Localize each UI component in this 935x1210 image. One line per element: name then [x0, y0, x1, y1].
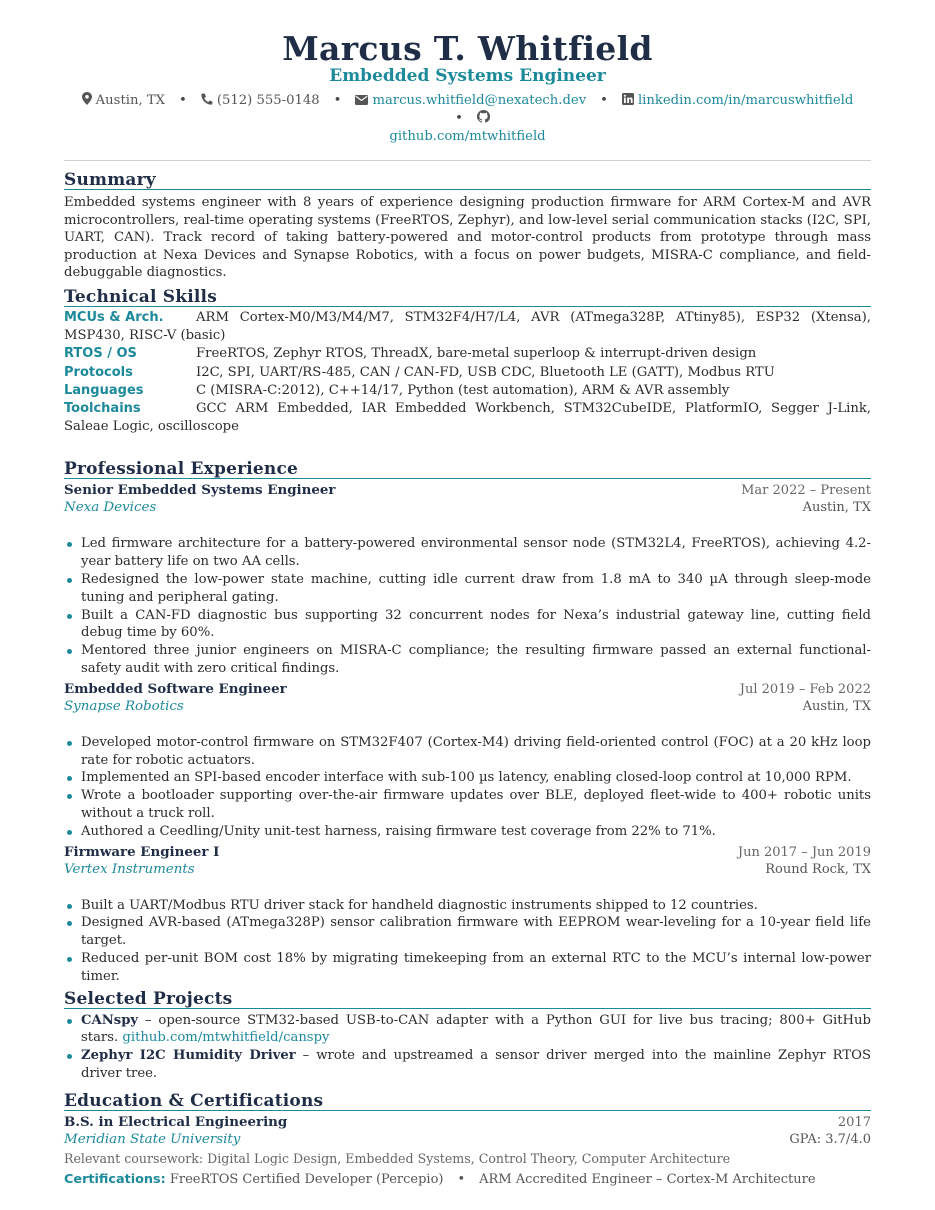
contact-location [82, 92, 165, 110]
map-pin-icon [82, 92, 92, 105]
list-item: Authored a Ceedling/Unity unit-test harness, raising firmware test coverage from 22% to 71%. [64, 823, 871, 841]
phone-icon [201, 93, 213, 105]
summary-text: Embedded systems engineer with 8 years of experience designing production firmware for ARM Cortex-M and AVR microcontrollers, real-time operating systems (FreeRTOS, Zephyr), and low-level serial communication stacks (I2C, SPI, UART, CAN). Track record of taking battery-powered and motor-control products from prototype through mass production at Nexa Devices and Synapse Robotics, with a focus on power budgets, MISRA-C compliance, and field-debuggable diagnostics. [64, 195, 871, 281]
project-desc: – wrote and upstreamed a sensor driver merged into the mainline Zephyr RTOS driver tree. [81, 1048, 871, 1081]
job-dates: Jul 2019 – Feb 2022 [739, 681, 871, 697]
project-name: CANspy [81, 1012, 139, 1028]
skill-row [64, 309, 871, 345]
job-title: Firmware Engineer I [64, 843, 220, 860]
job-entry [64, 844, 871, 986]
job-bullets [64, 535, 871, 677]
list-item: Built a CAN-FD diagnostic bus supporting 32 concurrent nodes for Nexa’s industrial gateway line, cutting field debug time by 60%. [64, 607, 871, 643]
separator-dot: • [333, 93, 342, 108]
list-item: Redesigned the low-power state machine, cutting idle current draw from 1.8 mA to 340 µA through sleep-mode tuning and peripheral gating. [64, 571, 871, 607]
linkedin-link[interactable]: linkedin.com/in/marcuswhitfield [637, 93, 854, 108]
contact-phone [201, 92, 320, 110]
certification-item: ARM Accredited Engineer – Cortex-M Architecture [479, 1171, 816, 1187]
resume-page [64, 30, 871, 1189]
job-title: Embedded Software Engineer [64, 680, 287, 697]
project-link[interactable]: github.com/mtwhitfield/canspy [122, 1030, 330, 1046]
list-item: Wrote a bootloader supporting over-the-air firmware updates over BLE, deployed fleet-wide to 400+ robotic units without a truck roll. [64, 787, 871, 823]
github-icon [477, 110, 490, 123]
separator-dot: • [457, 1171, 466, 1187]
separator-dot: • [600, 93, 608, 108]
linkedin-icon [622, 93, 634, 105]
skill-label: Toolchains [64, 400, 141, 416]
skill-label: Protocols [64, 364, 133, 380]
job-title: Senior Embedded Systems Engineer [64, 482, 336, 499]
school-name: Meridian State University [64, 1131, 241, 1147]
skills-list [64, 309, 871, 436]
skill-value: GCC ARM Embedded, IAR Embedded Workbench, STM32CubeIDE, PlatformIO, Segger J-Link, Saleae Logic, oscilloscope [64, 400, 871, 435]
list-item: Led firmware architecture for a battery-powered environmental sensor node (STM32L4, FreeRTOS), achieving 4.2-year battery life on two AA cells. [64, 535, 871, 571]
separator-dot: • [455, 111, 463, 126]
section-heading-projects: Selected Projects [64, 988, 871, 1009]
contact-email[interactable] [355, 92, 586, 110]
project-item [64, 1047, 871, 1083]
skill-label: Languages [64, 382, 144, 398]
project-list [64, 1012, 871, 1083]
phone-text: (512) 555-0148 [216, 93, 320, 108]
certifications-row [64, 1171, 871, 1189]
project-name: Zephyr I2C Humidity Driver [81, 1048, 296, 1064]
job-dates: Mar 2022 – Present [741, 483, 871, 499]
skill-row [64, 400, 871, 436]
section-heading-summary: Summary [64, 169, 871, 190]
github-link[interactable]: github.com/mtwhitfield [389, 129, 546, 144]
job-company: Nexa Devices [64, 500, 157, 516]
skill-row [64, 364, 871, 382]
list-item: Implemented an SPI-based encoder interface with sub-100 µs latency, enabling closed-loop control at 10,000 RPM. [64, 769, 871, 787]
certification-item: FreeRTOS Certified Developer (Percepio) [169, 1171, 444, 1187]
job-bullets [64, 897, 871, 986]
section-heading-experience: Professional Experience [64, 458, 871, 479]
skill-label: MCUs & Arch. [64, 309, 164, 325]
skill-value: ARM Cortex-M0/M3/M4/M7, STM32F4/H7/L4, AVR (ATmega328P, ATtiny85), ESP32 (Xtensa), MSP430, RISC-V (basic) [64, 309, 871, 344]
list-item: Built a UART/Modbus RTU driver stack for handheld diagnostic instruments shipped to 12 countries. [64, 897, 871, 915]
job-company: Synapse Robotics [64, 698, 184, 714]
email-link[interactable]: marcus.whitfield@nexatech.dev [372, 93, 587, 108]
list-item: Designed AVR-based (ATmega328P) sensor calibration firmware with EEPROM wear-leveling for a 10-year field life target. [64, 914, 871, 950]
skill-value: I2C, SPI, UART/RS-485, CAN / CAN-FD, USB CDC, Bluetooth LE (GATT), Modbus RTU [196, 364, 775, 380]
graduation-year: 2017 [837, 1114, 871, 1130]
section-heading-skills: Technical Skills [64, 286, 871, 307]
skill-value: C (MISRA-C:2012), C++14/17, Python (test automation), ARM & AVR assembly [196, 382, 730, 398]
job-location: Austin, TX [802, 500, 871, 516]
header-divider [64, 160, 871, 161]
contact-linkedin[interactable] [622, 92, 853, 110]
job-location: Round Rock, TX [765, 861, 871, 877]
job-dates: Jun 2017 – Jun 2019 [737, 844, 871, 860]
job-bullets [64, 734, 871, 841]
skill-row [64, 382, 871, 400]
certifications-label: Certifications: [64, 1171, 166, 1187]
job-location: Austin, TX [802, 698, 871, 714]
candidate-name: Marcus T. Whitfield [282, 29, 653, 68]
job-entry [64, 681, 871, 841]
envelope-icon [355, 95, 368, 105]
degree: B.S. in Electrical Engineering [64, 1113, 288, 1130]
project-item [64, 1012, 871, 1048]
education-entry [64, 1114, 871, 1189]
list-item: Reduced per-unit BOM cost 18% by migrating timekeeping from an external RTC to the MCU’s internal low-power timer. [64, 950, 871, 986]
job-company: Vertex Instruments [64, 861, 195, 877]
candidate-role: Embedded Systems Engineer [329, 66, 606, 86]
skill-value: FreeRTOS, Zephyr RTOS, ThreadX, bare-metal superloop & interrupt-driven design [196, 346, 757, 362]
location-text: Austin, TX [95, 93, 166, 108]
list-item: Developed motor-control firmware on STM32F407 (Cortex-M4) driving field-oriented control (FOC) at a 20 kHz loop rate for robotic actuators. [64, 734, 871, 770]
list-item: Mentored three junior engineers on MISRA-C compliance; the resulting firmware passed an external functional-safety audit with zero critical findings. [64, 642, 871, 678]
skill-label: RTOS / OS [64, 346, 137, 362]
contact-bar [64, 92, 871, 146]
gpa: GPA: 3.7/4.0 [789, 1131, 871, 1147]
skill-row [64, 345, 871, 363]
section-heading-education: Education & Certifications [64, 1090, 871, 1111]
project-desc: – open-source STM32-based USB-to-CAN adapter with a Python GUI for live bus tracing; 800+ GitHub stars. [81, 1012, 871, 1046]
separator-dot: • [179, 93, 187, 108]
job-entry [64, 482, 871, 677]
coursework: Relevant coursework: Digital Logic Design, Embedded Systems, Control Theory, Computer Architecture [64, 1150, 731, 1166]
